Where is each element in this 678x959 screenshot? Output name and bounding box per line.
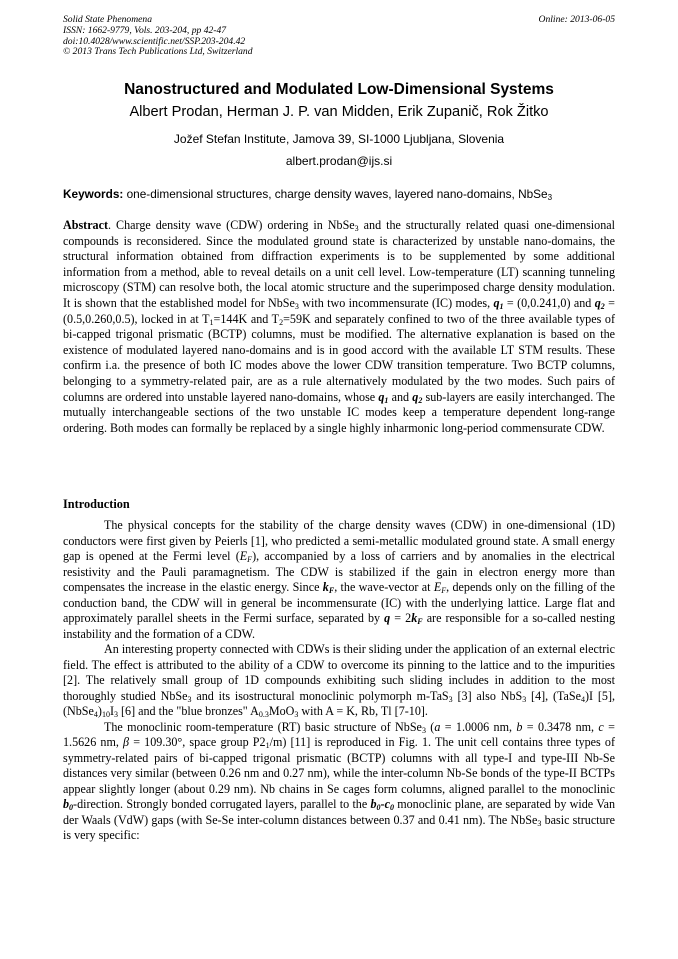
subscript: 0 — [376, 803, 381, 812]
contact-email[interactable]: albert.prodan@ijs.si — [285, 154, 393, 168]
body-text: The physical concepts for the stability of the charge density waves (CDW) in one-dimensional (1D) conductors were first given by Peierls [1], who predicted a semi-metallic modulated ground state. A small energy gap is opened at the Fermi level ( — [63, 518, 615, 563]
body-text: are responsible for a so-called nesting instability and the formation of a CDW. — [63, 611, 615, 641]
subscript: 4 — [581, 694, 586, 704]
subscript: 3 — [522, 694, 527, 704]
body-text: ) — [97, 704, 102, 718]
body-text: with A = K, Rb, Tl [7-10]. — [298, 704, 428, 718]
body-text: MoO — [268, 704, 295, 718]
subscript: 3 — [537, 818, 542, 828]
abstract — [63, 218, 615, 436]
abstract-label: Abstract — [63, 218, 109, 232]
q-symbol: q — [412, 389, 419, 404]
keywords-text: one-dimensional structures, charge density waves, layered nano-domains, NbSe — [126, 187, 548, 201]
author-list: Albert Prodan, Herman J. P. van Midden, Erik Zupanič, Rok Žitko — [129, 104, 549, 120]
subscript: 3 — [354, 224, 359, 233]
subscript: 4 — [93, 710, 98, 719]
subscript: 0.3 — [258, 710, 269, 719]
subscript: 3 — [294, 301, 299, 311]
body-text: The monoclinic room-temperature (RT) basic structure of NbSe — [104, 719, 422, 734]
math-symbol: b — [63, 797, 70, 811]
body-text: ), accompanied by a loss of carriers and by anomalies in the electrical resistivity and the Pauli paramagnetism. The CDW is stabilized if the gain in electron energy more than compensates the increase in the elastic energy. Since — [63, 549, 615, 594]
body-text: monoclinic plane, are separated by wide Van der Waals (VdW) gaps (with Se-Se inter-column distances between 0.37 and 0.41 nm). The NbSe — [63, 797, 615, 827]
q-symbol: q — [594, 295, 601, 310]
copyright-line: © 2013 Trans Tech Publications Ltd, Switzerland — [63, 46, 253, 58]
subscript: 3 — [187, 694, 192, 704]
journal-name: Solid State Phenomena — [63, 14, 152, 25]
subscript: 1 — [384, 395, 389, 405]
body-text: = 2 — [390, 611, 412, 625]
abstract-text: = (0.5,0.260,0.5), locked in at T — [63, 295, 615, 326]
q-symbol: q — [378, 389, 385, 404]
subscript: 10 — [101, 710, 110, 719]
math-symbol: b — [370, 797, 377, 811]
body-text: basic structure is very specific: — [63, 812, 615, 842]
math-symbol: a — [434, 719, 441, 734]
body-text: = 0.3478 nm, — [522, 719, 599, 734]
body-text: )I [5], (NbSe — [63, 688, 616, 718]
math-symbol: b — [516, 719, 523, 734]
math-symbol: - — [380, 797, 385, 811]
body-text: [6] and the "blue bronzes" A — [117, 704, 259, 718]
q-symbol: q — [493, 295, 500, 310]
body-text: = 1.5626 nm, — [63, 719, 615, 749]
abstract-text: and the structurally related quasi one-dimensional compounds is reconsidered. Since the modulated ground state is characterized by unstable nano-domains, the structural information obtained from diffraction experiments is to be supplemented by some additional information from a method, able to reveal details on a unit cell level. Low-temperature (LT) scanning tunneling microscopy (STM) can resolve both, the local atomic structure and the superimposed charge density modulation. It is shown that the established model for NbSe — [63, 218, 615, 310]
abstract-text: =144K and T — [213, 311, 280, 326]
subscript: 1 — [209, 317, 214, 327]
math-symbol: β — [123, 735, 130, 749]
subscript: 2 — [418, 395, 423, 405]
online-date — [539, 15, 615, 26]
subscript: 3 — [547, 193, 553, 202]
keywords-label: Keywords: — [63, 187, 124, 201]
math-symbol: E — [433, 580, 442, 594]
doi-line: doi:10.4028/www.scientific.net/SSP.203-204.42 — [63, 35, 246, 47]
keywords — [63, 187, 615, 201]
subscript: 3 — [448, 694, 453, 704]
abstract-text: sub-layers are easily interchanged. The mutually interchangeable sections of the two unstable IC modes keep a temperature dependent long-range ordering. Both modes can formally be replaced by a single highly inharmonic long-period commensurate CDW. — [63, 389, 616, 435]
introduction-body — [63, 518, 615, 844]
body-text: -direction. Strongly bonded corrugated layers, parallel to the — [73, 797, 371, 811]
intro-paragraph-2 — [63, 642, 615, 720]
journal-header — [63, 15, 253, 58]
body-text: /m) [11] is reproduced in Fig. 1. The unit cell contains three types of symmetry-related pairs of bi-capped trigonal prismatic (BCTP) columns with all type-I and type-III Nb-Se distances very similar (between 0.26 nm and 0.27 nm), while the inter-column Nb-Se bonds of the type-II BCTPs appear slightly longer (about 0.29 nm). Nb chains in Se cages form columns, aligned parallel to the monoclinic — [63, 735, 615, 796]
subscript: 3 — [113, 710, 118, 719]
subscript: F — [328, 586, 335, 595]
abstract-text: and — [388, 389, 413, 404]
subscript: 0 — [389, 803, 394, 812]
body-text: An interesting property connected with CDWs is their sliding under the application of an external electric field. The effect is attributed to the ability of a CDW to overcome its pinning to the lattice and to the impurities [2]. The relatively small group of 1D compounds exhibiting such sliding includes in addition to the most thoroughly studied NbSe — [63, 642, 615, 703]
math-symbol: c — [598, 719, 604, 734]
abstract-text: = (0,0.241,0) and — [503, 295, 595, 310]
body-text: ( — [425, 719, 435, 734]
abstract-text: with two incommensurate (IC) modes, — [298, 295, 494, 310]
subscript: 2 — [279, 317, 284, 327]
paper-title: Nanostructured and Modulated Low-Dimensional Systems — [124, 81, 554, 98]
body-text: , the wave-vector at — [334, 580, 434, 594]
body-text: I — [109, 704, 114, 718]
body-text: = 109.30°, space group P2 — [129, 735, 266, 749]
subscript: F — [247, 555, 253, 564]
intro-paragraph-3 — [63, 720, 615, 844]
abstract-text: =59K and separately confined to two of the three available types of bi-capped trigonal prismatic (BCTP) columns, must be modified. The alternative explanation is based on the existence of modulated layered nano-domains and is in good accord with the available LT STM results. These confirm i.a. the presence of both IC modes above the lower CDW transition temperature. Two BCTP columns, belonging to a symmetry-related pair, are as a rule alternatively modulated by the two modes. Such pairs of columns are ordered into unstable layered nano-domains, whose — [63, 311, 615, 404]
subscript: F — [417, 617, 423, 626]
math-symbol: q — [384, 611, 391, 625]
math-symbol: k — [411, 611, 418, 625]
section-heading-introduction: Introduction — [63, 497, 130, 511]
body-text: , depends only on the filling of the conduction band, the CDW will in general be incommensurate (IC) with the underlying lattice. Large flat and approximately parallel sheets in the Fermi surface, separated by — [63, 580, 615, 625]
body-text: and its isostructural monoclinic polymorph m-TaS — [191, 688, 449, 703]
intro-paragraph-1 — [63, 518, 615, 642]
body-text: [4], (TaSe — [526, 688, 582, 703]
subscript: 0 — [69, 803, 74, 812]
body-text: = 1.0006 nm, — [440, 719, 517, 734]
subscript: 1 — [499, 301, 504, 311]
subscript: F — [441, 586, 447, 595]
subscript: 2 — [600, 301, 605, 311]
issn-line: ISSN: 1662-9779, Vols. 203-204, pp 42-47 — [63, 24, 227, 36]
math-symbol: c — [384, 797, 390, 811]
affiliation: Jožef Stefan Institute, Jamova 39, SI-1000 Ljubljana, Slovenia — [173, 132, 505, 146]
body-text: [3] also NbS — [452, 688, 523, 703]
subscript: 3 — [294, 710, 299, 719]
math-symbol: k — [322, 580, 329, 594]
online-date-text: Online: 2013-06-05 — [538, 14, 615, 25]
abstract-text: . Charge density wave (CDW) ordering in NbSe — [108, 218, 355, 232]
math-symbol: E — [239, 549, 248, 563]
subscript: 3 — [421, 725, 426, 735]
subscript: 1 — [265, 741, 270, 750]
